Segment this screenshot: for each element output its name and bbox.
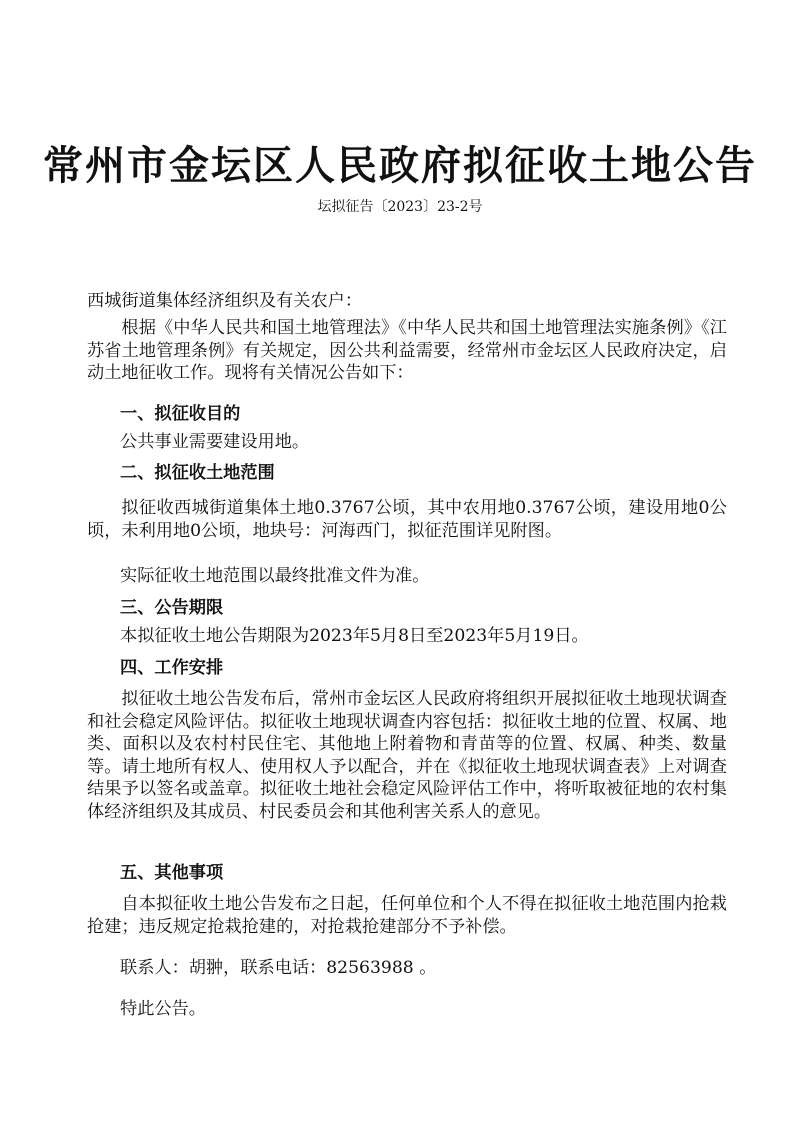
section-heading-purpose: 一、拟征收目的 bbox=[120, 404, 241, 424]
section-heading-scope: 二、拟征收土地范围 bbox=[120, 463, 275, 483]
section-other-text: 自本拟征收土地公告发布之日起，任何单位和个人不得在拟征收土地范围内抢栽抢建；违反规定抢栽抢建的，对抢栽抢建部分不予补偿。 bbox=[87, 894, 727, 937]
section-heading-arrangement: 四、工作安排 bbox=[120, 658, 224, 678]
document-title: 常州市金坛区人民政府拟征收土地公告 bbox=[43, 142, 757, 189]
section-heading-period: 三、公告期限 bbox=[120, 598, 224, 618]
document-number: 坛拟征告〔2023〕23-2号 bbox=[317, 199, 483, 215]
contact-line: 联系人：胡翀，联系电话：82563988 。 bbox=[120, 958, 437, 978]
section-period-text: 本拟征收土地公告期限为2023年5月8日至2023年5月19日。 bbox=[120, 626, 589, 646]
section-heading-other: 五、其他事项 bbox=[120, 863, 224, 883]
section-scope-note: 实际征收土地范围以最终批准文件为准。 bbox=[120, 566, 430, 586]
intro-paragraph: 根据《中华人民共和国土地管理法》《中华人民共和国土地管理法实施条例》《江苏省土地管理条例》有关规定，因公共利益需要，经常州市金坛区人民政府决定，启动土地征收工作。现将有关情况公告如下： bbox=[87, 318, 727, 383]
section-scope-text: 拟征收西城街道集体土地0.3767公顷，其中农用地0.3767公顷，建设用地0公顷，未利用地0公顷，地块号：河海西门，拟征范围详见附图。 bbox=[87, 498, 727, 541]
closing-line: 特此公告。 bbox=[120, 999, 206, 1019]
addressee: 西城街道集体经济组织及有关农户： bbox=[87, 291, 363, 311]
section-purpose-text: 公共事业需要建设用地。 bbox=[120, 432, 310, 452]
section-arrangement-text: 拟征收土地公告发布后，常州市金坛区人民政府将组织开展拟征收土地现状调查和社会稳定风险评估。拟征收土地现状调查内容包括：拟征收土地的位置、权属、地类、面积以及农村村民住宅、其他地上附着物和青苗等的位置、权属、种类、数量等。请土地所有权人、使用权人予以配合，并在《拟征收土地现状调查表》上对调查结果予以签名或盖章。拟征收土地社会稳定风险评估工作中，将听取被征地的农村集体经济组织及其成员、村民委员会和其他利害关系人的意见。 bbox=[87, 689, 727, 822]
